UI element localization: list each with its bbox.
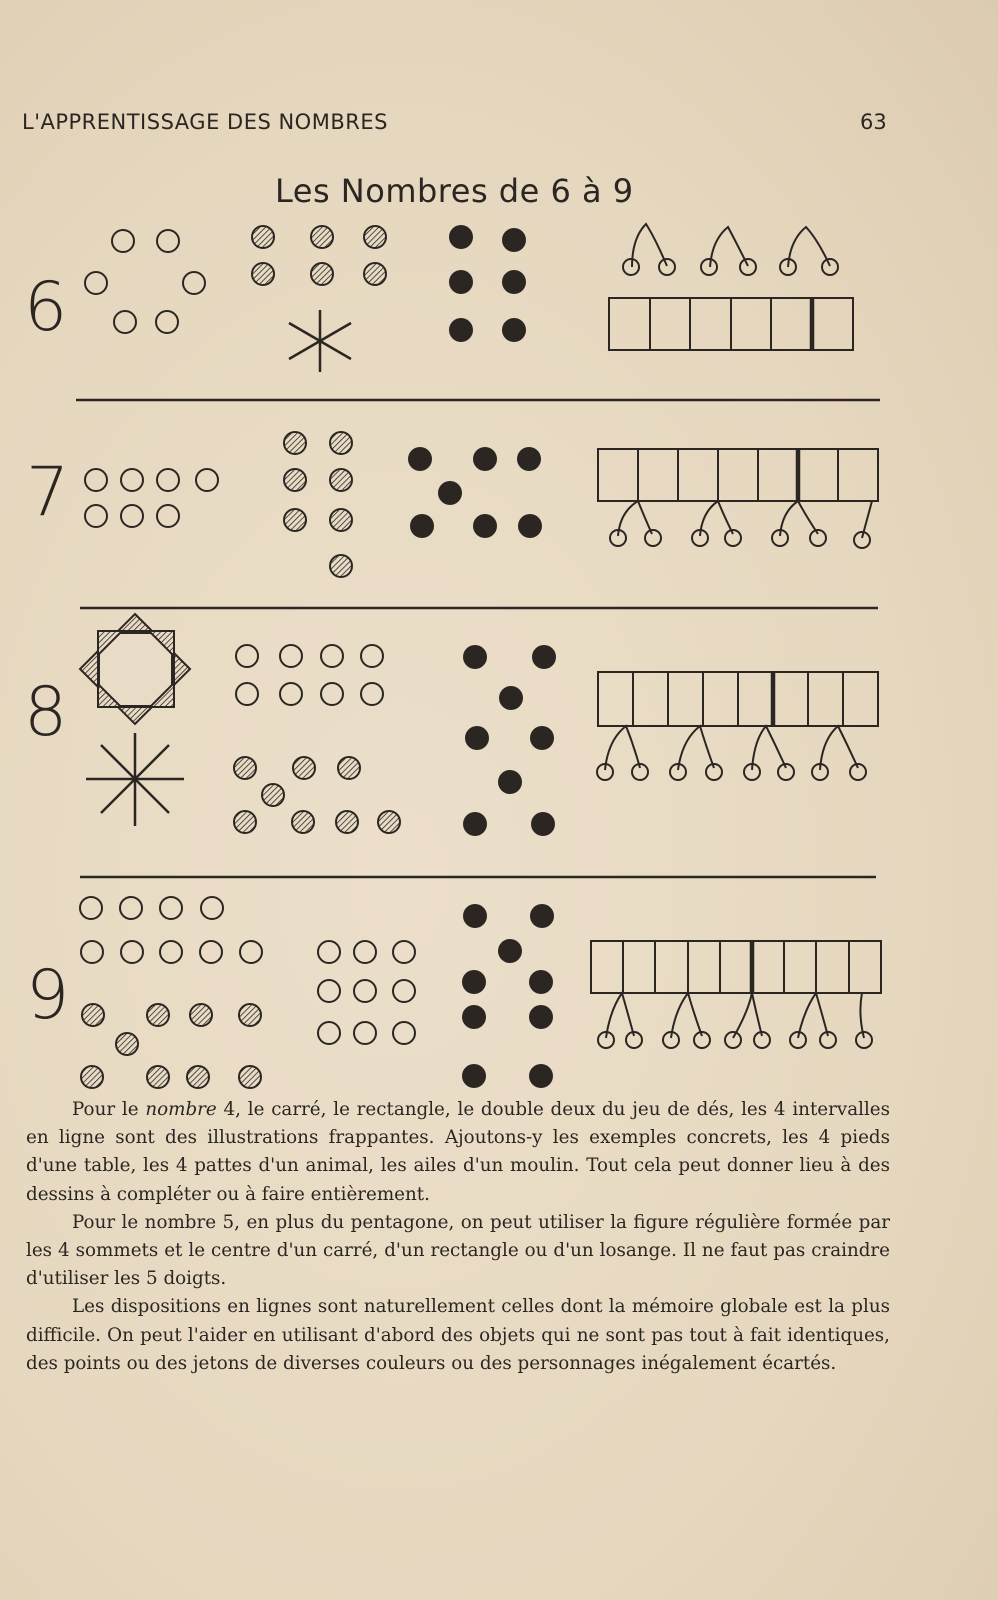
six-forks (623, 224, 838, 275)
six-asterisk (289, 310, 351, 372)
eight-open-circles (236, 645, 383, 705)
paragraph-number-four: Pour le nombre 4, le carré, le rectangle, le double deux du jeu de dés, les 4 intervalles en ligne sont des illustrations frappantes. Ajoutons-y les exemples concrets, les 4 pieds d'une table, les 4 pattes d'un animal, les ailes d'un moulin. Tout cela peut donner lieu à des dessins à compléter ou à faire entièrement. (26, 1099, 890, 1205)
running-title: L'APPRENTISSAGE DES NOMBRES (22, 110, 388, 134)
figure-title: Les Nombres de 6 à 9 (275, 172, 634, 210)
nine-forks (598, 993, 872, 1048)
body-text (26, 1096, 890, 1378)
seven-forks (610, 501, 872, 548)
nine-die-dots (462, 904, 554, 1088)
numeral-seven: 7 (26, 453, 70, 532)
eight-hatched-dots (234, 757, 400, 833)
nine-open-circles-grid (318, 941, 415, 1044)
row-six-drawings (85, 224, 853, 372)
numeral-nine: 9 (26, 956, 70, 1035)
seven-die-dots (408, 447, 542, 538)
seven-hatched-dots (284, 432, 352, 577)
paragraph-number-five: Pour le nombre 5, en plus du pentagone, on peut utiliser la figure régulière formée par les 4 sommets et le centre d'un carré, d'un rectangle ou d'un losange. Il ne faut pas craindre d'utiliser les 5 doigts. (26, 1211, 890, 1290)
seven-open-circles (85, 469, 218, 527)
paragraph-line-arrangements: Les dispositions en lignes sont naturellement celles dont la mémoire globale est la plus difficile. On peut l'aider en utilisant d'abord des objets qui ne sont pas tout à fait identiques, des points ou des jetons de diverses couleurs ou des personnages inégalement écartés. (26, 1296, 890, 1374)
nine-open-circles-top (80, 897, 262, 963)
eight-intervals-bar (598, 672, 878, 726)
numeral-eight: 8 (24, 673, 68, 752)
nine-hatched-dots (81, 1004, 261, 1088)
eight-die-dots (463, 645, 556, 836)
six-open-circles (85, 230, 205, 333)
numeral-six: 6 (24, 268, 68, 347)
six-intervals-bar (609, 298, 853, 350)
nine-intervals-bar (591, 941, 881, 993)
page-number: 63 (860, 110, 887, 134)
six-hatched-dots (252, 226, 386, 285)
row-nine-drawings (80, 897, 881, 1088)
eight-forks (597, 726, 866, 780)
seven-intervals-bar (598, 449, 878, 501)
emphasis-nombre: nombre (145, 1099, 217, 1120)
six-die-dots (449, 225, 526, 342)
row-eight-drawings (80, 614, 878, 836)
eight-asterisk (86, 733, 184, 826)
eight-octagram (80, 614, 190, 724)
row-separators (76, 400, 880, 877)
row-seven-drawings (85, 432, 878, 577)
